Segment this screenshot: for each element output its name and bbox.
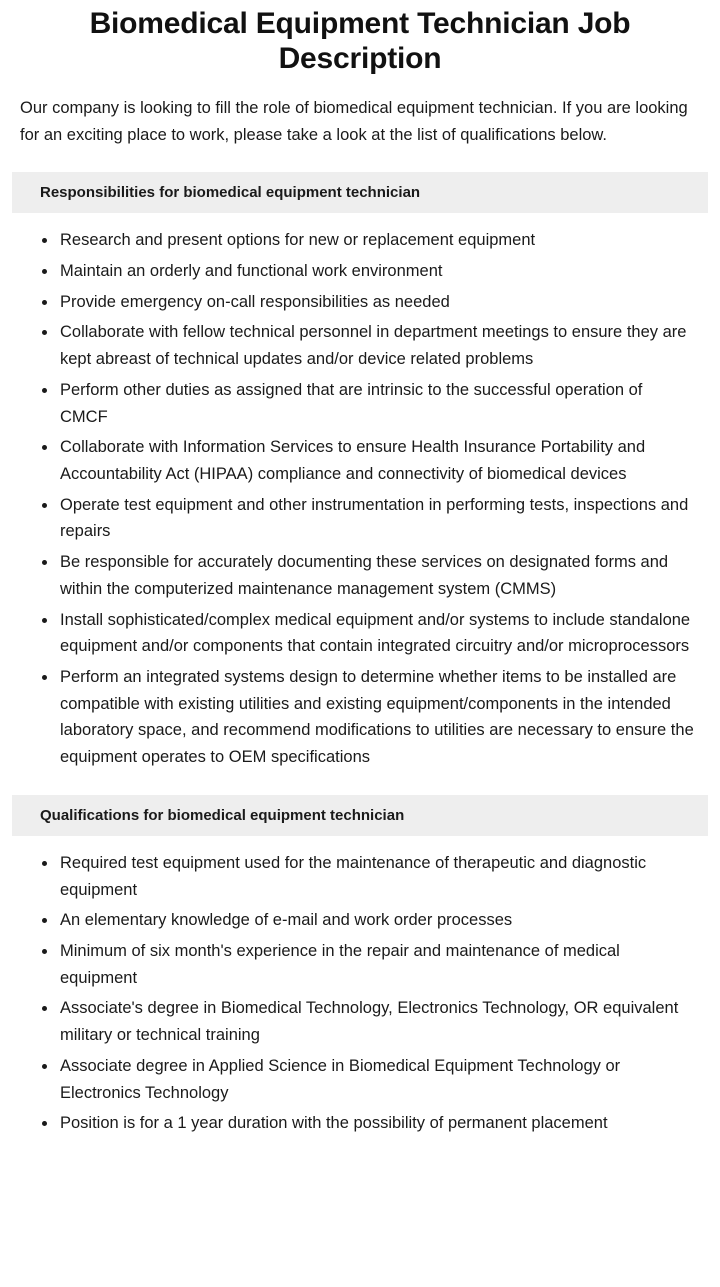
section-responsibilities [0,172,720,771]
list-item: Operate test equipment and other instrumentation in performing tests, inspections and repairs [60,492,694,545]
list-item: Associate degree in Applied Science in Biomedical Equipment Technology or Electronics Technology [60,1053,694,1106]
list-item: An elementary knowledge of e-mail and work order processes [60,907,694,934]
list-item: Be responsible for accurately documenting these services on designated forms and within the computerized maintenance management system (CMMS) [60,549,694,602]
list-item: Maintain an orderly and functional work environment [60,258,694,285]
list-item: Position is for a 1 year duration with the possibility of permanent placement [60,1110,694,1137]
list-item: Collaborate with Information Services to ensure Health Insurance Portability and Accountability Act (HIPAA) compliance and connectivity of biomedical devices [60,434,694,487]
list-item: Provide emergency on-call responsibilities as needed [60,289,694,316]
list-item: Perform an integrated systems design to determine whether items to be installed are compatible with existing utilities and existing equipment/components in the intended laboratory space, and recommend modifications to utilities are necessary to ensure the equipment operates to OEM specifications [60,664,694,771]
list-item: Minimum of six month's experience in the repair and maintenance of medical equipment [60,938,694,991]
list-item: Perform other duties as assigned that are intrinsic to the successful operation of CMCF [60,377,694,430]
section-qualifications [0,795,720,1137]
list-item: Required test equipment used for the maintenance of therapeutic and diagnostic equipment [60,850,694,903]
job-description-page [0,6,720,1137]
qualifications-list [12,850,708,1137]
intro-paragraph: Our company is looking to fill the role of biomedical equipment technician. If you are looking for an exciting place to work, please take a look at the list of qualifications below. [20,98,688,144]
section-body [12,836,708,1137]
list-item: Research and present options for new or replacement equipment [60,227,694,254]
list-item: Associate's degree in Biomedical Technology, Electronics Technology, OR equivalent military or technical training [60,995,694,1048]
section-body [12,213,708,771]
section-heading: Responsibilities for biomedical equipment technician [12,172,708,213]
responsibilities-list [12,227,708,771]
list-item: Install sophisticated/complex medical equipment and/or systems to include standalone equipment and/or components that contain integrated circuitry and/or microprocessors [60,607,694,660]
page-title: Biomedical Equipment Technician Job Description [89,7,631,76]
list-item: Collaborate with fellow technical personnel in department meetings to ensure they are kept abreast of technical updates and/or device related problems [60,319,694,372]
section-heading: Qualifications for biomedical equipment technician [12,795,708,836]
